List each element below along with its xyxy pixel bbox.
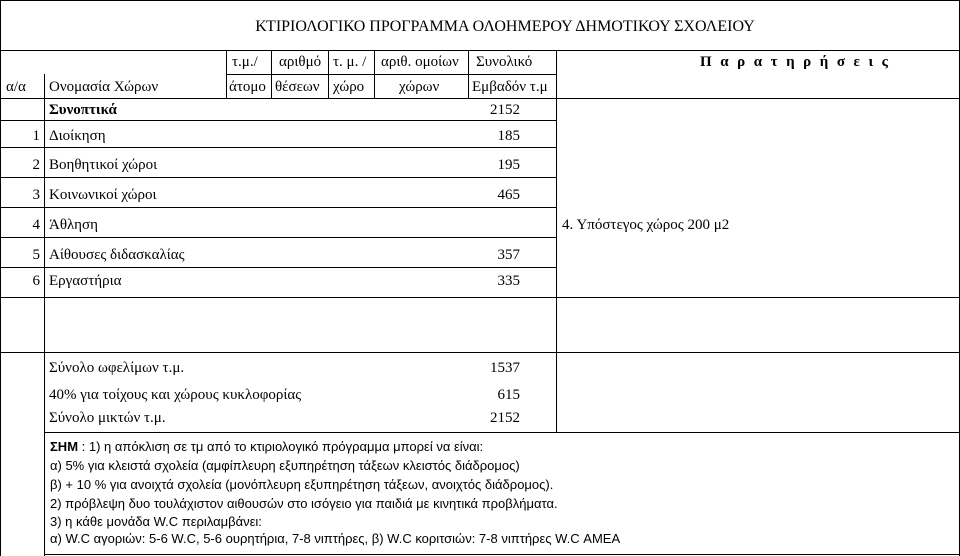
hdr-aa: α/α bbox=[6, 79, 26, 95]
row-border-6 bbox=[0, 297, 960, 298]
page-title: ΚΤΙΡΙΟΛΟΓΙΚΟ ΠΡΟΓΡΑΜΜΑ ΟΛΟΗΜΕΡΟΥ ΔΗΜΟΤΙΚΟΥ ΣΧΟΛΕΙΟΥ bbox=[255, 18, 755, 35]
row-4-note: 4. Υπόστεγος χώρος 200 μ2 bbox=[562, 217, 730, 233]
hdr-arith-omoion: αριθ. ομοίων bbox=[381, 54, 459, 70]
hdr-tm-per: τ.μ./ bbox=[232, 54, 258, 70]
synoptika-label: Συνοπτικά bbox=[49, 102, 117, 118]
note-line-4: 2) πρόβλεψη δυο τουλάχιστον αιθουσών στο ισόγειο για παιδιά με κινητικά προβλήματα. bbox=[50, 496, 558, 511]
row-border-1 bbox=[0, 147, 556, 148]
row-border-5 bbox=[0, 267, 556, 268]
row-border-8 bbox=[44, 432, 960, 433]
hdr-theseon: θέσεων bbox=[275, 79, 320, 95]
row-border-4 bbox=[0, 237, 556, 238]
row-2-no: 2 bbox=[32, 157, 40, 173]
row-3-name: Κοινωνικοί χώροι bbox=[49, 187, 157, 203]
hdr-chorwn: χώρων bbox=[399, 79, 440, 95]
hdr-emvadon: Εμβαδόν τ.μ bbox=[472, 79, 548, 95]
row-1-name: Διοίκηση bbox=[49, 128, 106, 144]
title-border bbox=[0, 50, 960, 51]
total-ofelimon-label: Σύνολο ωφελίμων τ.μ. bbox=[49, 360, 185, 376]
row-3-no: 3 bbox=[32, 187, 40, 203]
note-line-5: 3) η κάθε μονάδα W.C περιλαμβάνει: bbox=[50, 514, 262, 529]
row-3-value: 465 bbox=[497, 187, 520, 203]
hdr-border bbox=[0, 98, 960, 99]
hdr-synoliko: Συνολικό bbox=[476, 54, 533, 70]
hdr-atomo: άτομο bbox=[229, 79, 266, 95]
row-border-3 bbox=[0, 207, 556, 208]
hdr-tm-per-2: τ. μ. / bbox=[333, 54, 367, 70]
row-border-9 bbox=[44, 554, 960, 555]
total-mikton-value: 2152 bbox=[490, 410, 520, 426]
row-border-0 bbox=[0, 120, 556, 121]
row-2-value: 195 bbox=[497, 157, 520, 173]
frame-top bbox=[0, 0, 960, 1]
note-line-1-text: : 1) η απόκλιση σε τμ από το κτιριολογικό πρόγραμμα μπορεί να είναι: bbox=[78, 439, 484, 454]
row-5-value: 357 bbox=[497, 247, 520, 263]
note-line-1 bbox=[50, 439, 483, 455]
frame-left bbox=[0, 0, 1, 556]
row-1-no: 1 bbox=[32, 128, 40, 144]
note-line-6: α) W.C αγοριών: 5-6 W.C, 5-6 ουρητήρια, 7-8 νιπτήρες, β) W.C κοριτσιών: 7-8 νιπτήρες W.C ΑΜΕΑ bbox=[50, 531, 621, 546]
row-border-7 bbox=[0, 352, 960, 353]
row-1-value: 185 bbox=[497, 128, 520, 144]
row-4-name: Άθληση bbox=[49, 217, 98, 233]
total-toixoi-label: 40% για τοίχους και χώρους κυκλοφορίας bbox=[49, 387, 302, 403]
total-mikton-label: Σύνολο μικτών τ.μ. bbox=[49, 410, 166, 426]
note-line-3: β) + 10 % για ανοιχτά σχολεία (μονόπλευρη εξυπηρέτηση τάξεων, ανοιχτός διάδρομος). bbox=[50, 477, 554, 492]
row-border-2 bbox=[0, 177, 556, 178]
hdr-onomasia: Ονομασία Χώρων bbox=[49, 79, 159, 95]
total-ofelimon-value: 1537 bbox=[490, 360, 520, 376]
row-5-name: Αίθουσες διδασκαλίας bbox=[49, 247, 185, 263]
row-6-name: Εργαστήρια bbox=[49, 273, 122, 289]
hdr-row1-border bbox=[226, 74, 556, 75]
hdr-choro: χώρο bbox=[333, 79, 365, 95]
synoptika-value: 2152 bbox=[490, 102, 520, 118]
row-6-value: 335 bbox=[497, 273, 520, 289]
row-2-name: Βοηθητικοί χώροι bbox=[49, 157, 158, 173]
row-5-no: 5 bbox=[32, 247, 40, 263]
note-prefix: ΣΗΜ bbox=[50, 439, 79, 454]
row-4-no: 4 bbox=[32, 217, 40, 233]
note-line-2: α) 5% για κλειστά σχολεία (αμφίπλευρη εξυπηρέτηση τάξεων κλειστός διάδρομος) bbox=[50, 458, 520, 473]
total-toixoi-value: 615 bbox=[497, 387, 520, 403]
hdr-arithmo: αριθμό bbox=[279, 54, 322, 70]
col-value-border bbox=[556, 50, 557, 432]
hdr-paratiriseis: Π α ρ α τ η ρ ή σ ε ι ς bbox=[700, 54, 891, 70]
row-6-no: 6 bbox=[32, 273, 40, 289]
